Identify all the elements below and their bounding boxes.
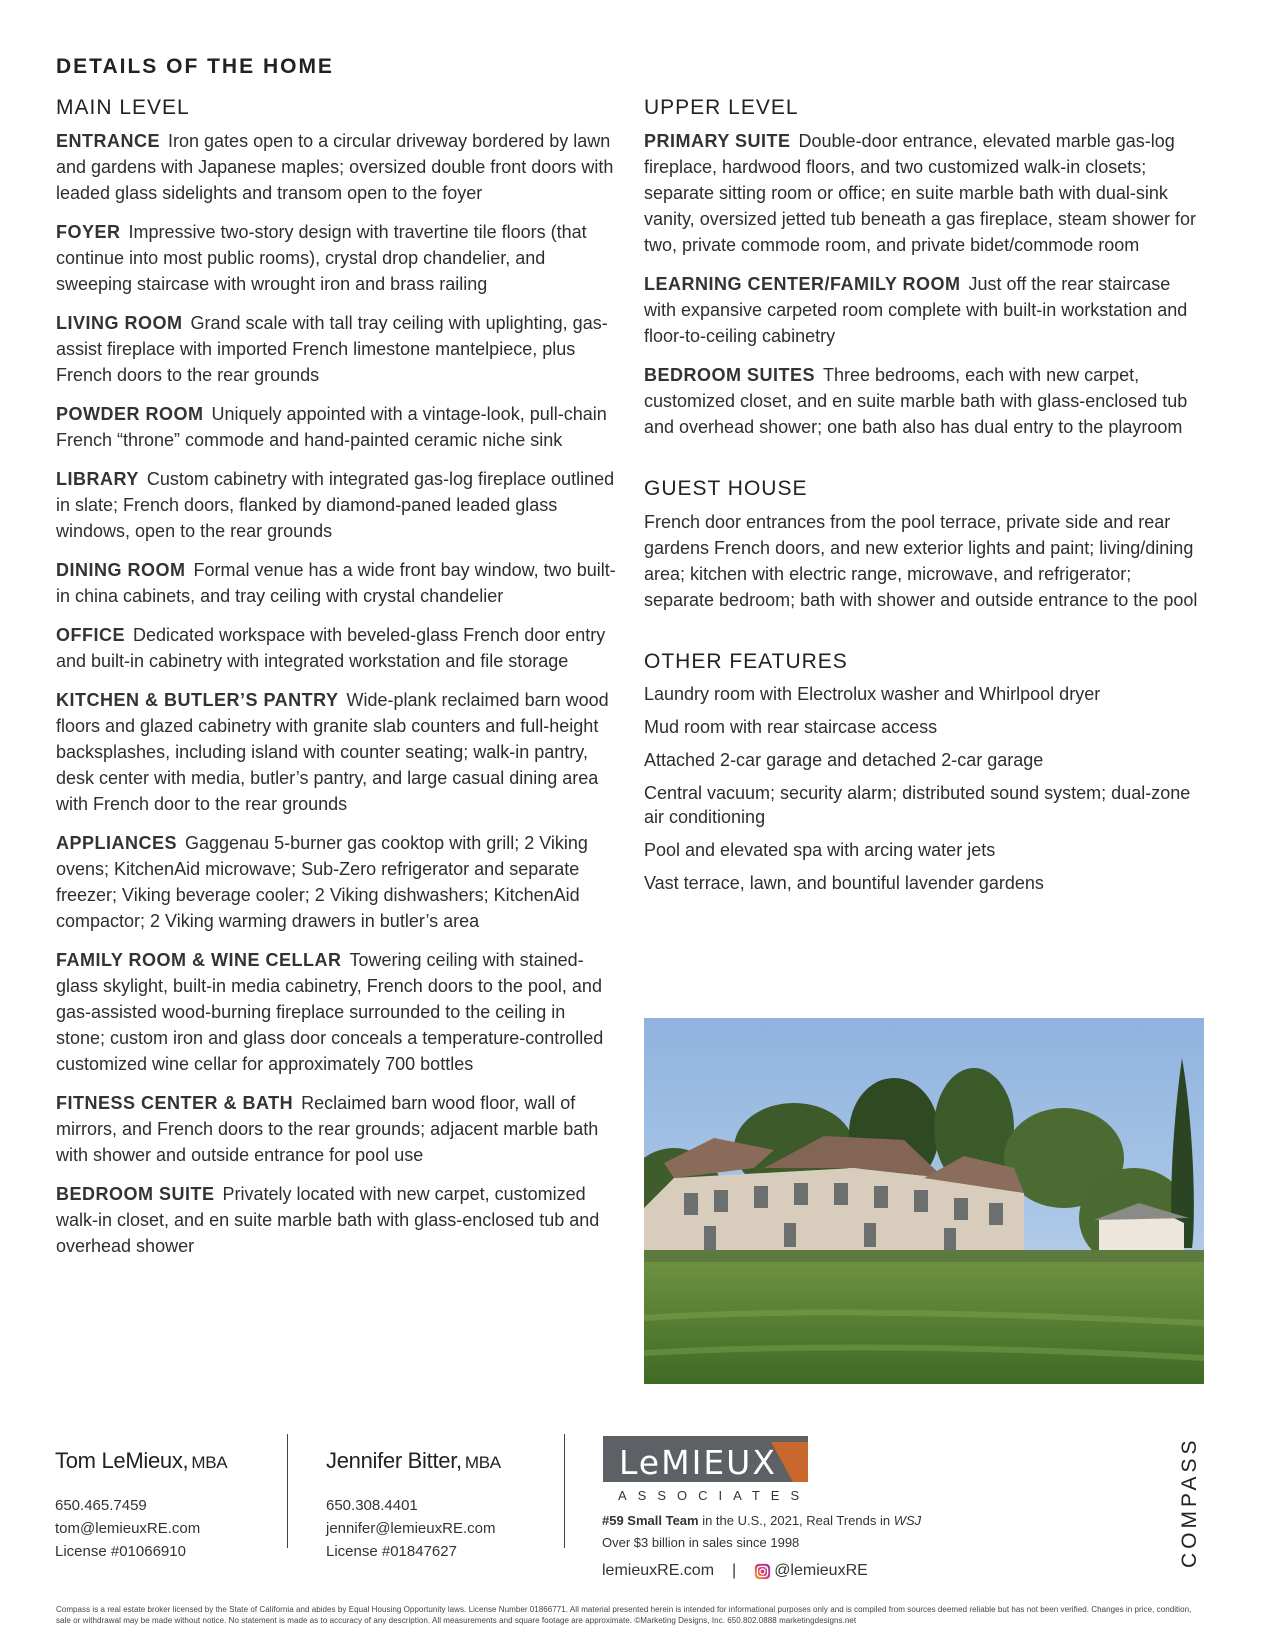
room-label: KITCHEN & BUTLER’S PANTRY [56,690,339,710]
room-text: Dedicated workspace with beveled-glass French door entry and built-in cabinetry with integrated workstation and file storage [56,625,606,671]
room-label: PRIMARY SUITE [644,131,791,151]
room-description [56,401,616,453]
feature-item: Mud room with rear staircase access [644,717,938,737]
agent-name: Tom LeMieux, MBA [55,1448,228,1473]
house-photo [644,1018,1204,1384]
lemieux-logo [603,1436,808,1482]
room-label: FITNESS CENTER & BATH [56,1093,294,1113]
room-text: Formal venue has a wide front bay window, two built-in china cabinets, and tray ceiling with crystal chandelier [56,560,616,606]
divider [287,1434,288,1548]
room-description [56,466,616,544]
feature-item: Attached 2-car garage and detached 2-car garage [644,750,1044,770]
feature-item: Pool and elevated spa with arcing water jets [644,840,996,860]
room-description [56,557,616,609]
room-description [56,947,616,1077]
room-text: Double-door entrance, elevated marble gas-log fireplace, hardwood floors, and two customized walk-in closets; separate sitting room or office; en suite marble bath with dual-sink vanity, oversized jetted tub beneath a gas fireplace, steam shower for two, private commode room, and private bidet/commode room [644,131,1196,255]
room-text: Privately located with new carpet, customized walk-in closet, and en suite marble bath with glass-enclosed tub and overhead shower [56,1184,600,1256]
room-description [644,362,1204,440]
agent-email[interactable]: jennifer@lemieuxRE.com [326,1520,496,1537]
room-text: Wide-plank reclaimed barn wood floors and glazed cabinetry with granite slab counters and full-height backsplashes, including island with counter seating; walk-in pantry, desk center with media, butler’s pantry, and large casual dining area with French door to the rear grounds [56,690,609,814]
room-text: Three bedrooms, each with new carpet, customized closet, and en suite marble bath with glass-enclosed tub and overhead shower; one bath also has dual entry to the playroom [644,365,1188,437]
room-label: LEARNING CENTER/FAMILY ROOM [644,274,961,294]
room-description [56,310,616,388]
agent-license: License #01066910 [55,1543,186,1560]
logo-wordmark: LeMIEUX [619,1443,777,1482]
room-description [644,128,1204,258]
room-description [56,687,616,817]
room-label: LIVING ROOM [56,313,183,333]
room-description [56,128,616,206]
room-text: Towering ceiling with stained-glass skylight, built-in media cabinetry, French doors to the pool, and gas-assisted wood-burning fireplace surrounded to the ceiling in stone; custom iron and glass door conceals a temperature-controlled customized wine cellar for approximately 700 bottles [56,950,604,1074]
room-text: Just off the rear staircase with expansive carpeted room complete with built-in workstation and floor-to-ceiling cabinetry [644,274,1188,346]
room-label: FOYER [56,222,121,242]
logo-subtitle: ASSOCIATES [618,1488,811,1503]
guest-house-text: French door entrances from the pool terrace, private side and rear gardens French doors, and new exterior lights and paint; living/dining area; kitchen with electric range, microwave, and refrigerator; separate bedroom; bath with shower and outside entrance to the pool [644,512,1198,610]
room-description [56,830,616,934]
divider [564,1434,565,1548]
room-text: Grand scale with tall tray ceiling with uplighting, gas-assist fireplace with imported French limestone mantelpiece, plus French doors to the rear grounds [56,313,608,385]
room-text: Iron gates open to a circular driveway bordered by lawn and gardens with Japanese maples; oversized double front doors with leaded glass sidelights and transom open to the foyer [56,131,614,203]
legal-disclaimer: Compass is a real estate broker licensed by the State of California and abides by Equal Housing Opportunity laws. License Number 01866771. All material presented herein is intended for informational purposes only and is compiled from sources deemed reliable but has not been verified. Changes in price, condition, sale or withdrawal may be made without notice. No statement is made as to accuracy of any description. All measurements and square footage are approximate. ©Marketing Designs, Inc. 650.802.0888 marketingdesigns.net [56,1605,1192,1625]
room-label: DINING ROOM [56,560,186,580]
room-label: POWDER ROOM [56,404,204,424]
other-features-heading: OTHER FEATURES [644,650,848,673]
room-description [56,622,616,674]
page-title: DETAILS OF THE HOME [56,55,334,78]
guest-house-heading: GUEST HOUSE [644,477,808,500]
instagram-handle[interactable]: @lemieuxRE [774,1562,868,1579]
link-separator: | [732,1562,737,1579]
room-text: Reclaimed barn wood floor, wall of mirrors, and French doors to the rear grounds; adjacent marble bath with shower and outside entrance for pool use [56,1093,599,1165]
sales-line: Over $3 billion in sales since 1998 [602,1535,800,1550]
room-description [56,219,616,297]
agent-phone[interactable]: 650.308.4401 [326,1497,418,1514]
room-text: Custom cabinetry with integrated gas-log fireplace outlined in slate; French doors, flanked by diamond-paned leaded glass windows, open to the rear grounds [56,469,615,541]
agent-license: License #01847627 [326,1543,457,1560]
contact-links [602,1562,868,1580]
room-label: APPLIANCES [56,833,178,853]
agent-email[interactable]: tom@lemieuxRE.com [55,1520,201,1537]
feature-item: Central vacuum; security alarm; distributed sound system; dual-zone air conditioning [644,783,1191,827]
feature-item: Laundry room with Electrolux washer and Whirlpool dryer [644,684,1101,704]
agent-card-jennifer [326,1448,566,1560]
room-label: LIBRARY [56,469,139,489]
room-text: Gaggenau 5-burner gas cooktop with grill; 2 Viking ovens; KitchenAid microwave; Sub-Zero refrigerator and separate freezer; Viking beverage cooler; 2 Viking dishwashers; KitchenAid compactor; 2 Viking warming drawers in butler’s area [56,833,588,931]
room-text: Impressive two-story design with travertine tile floors (that continue into most public rooms), crystal drop chandelier, and sweeping staircase with wrought iron and brass railing [56,222,587,294]
ranking-line: #59 Small Team in the U.S., 2021, Real Trends in WSJ [602,1513,922,1528]
room-label: OFFICE [56,625,125,645]
logo-accent-icon [603,1436,808,1482]
main-level-entries [56,128,616,1259]
other-features-list [644,682,1204,895]
agent-phone[interactable]: 650.465.7459 [55,1497,147,1514]
upper-level-heading: UPPER LEVEL [644,96,799,119]
agent-name: Jennifer Bitter, MBA [326,1448,501,1473]
website-link[interactable]: lemieuxRE.com [602,1562,715,1579]
room-label: ENTRANCE [56,131,161,151]
main-level-heading: MAIN LEVEL [56,96,190,119]
room-label: BEDROOM SUITE [56,1184,215,1204]
upper-level-entries [644,128,1204,440]
compass-logo: COMPASS [1178,1436,1201,1568]
feature-item: Vast terrace, lawn, and bountiful lavender gardens [644,873,1044,893]
room-label: BEDROOM SUITES [644,365,816,385]
right-column [644,96,1204,904]
room-description [56,1181,616,1259]
room-text: Uniquely appointed with a vintage-look, pull-chain French “throne” commode and hand-painted ceramic niche sink [56,404,607,450]
room-label: FAMILY ROOM & WINE CELLAR [56,950,342,970]
room-description [56,1090,616,1168]
main-level-column [56,96,616,1272]
instagram-icon [754,1563,771,1580]
agent-card-tom [55,1448,295,1560]
room-description [644,271,1204,349]
